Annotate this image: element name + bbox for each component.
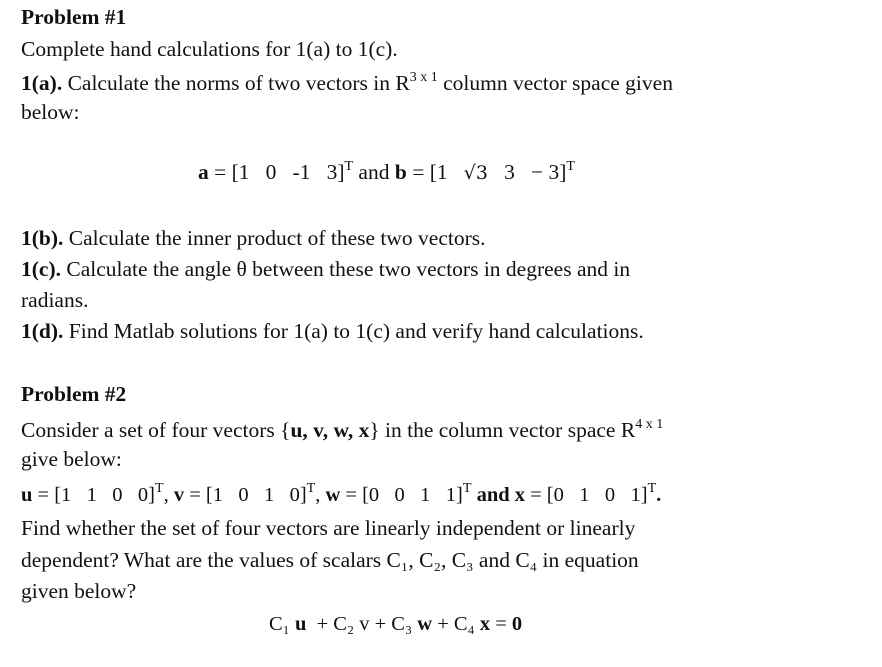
vector-equation-ab (198, 159, 575, 184)
problem-2-intro-start: Consider a set of four vectors { (21, 418, 291, 442)
vector-x-values: = [0 1 0 1] (525, 484, 648, 506)
problem-2-heading: Problem #2 (21, 382, 127, 406)
problem-2-question-line-2: dependent? What are the values of scalars C₁, C₂, C₃ and C₄ in equation (21, 548, 639, 572)
vector-a-name: a (198, 160, 209, 184)
problem-1b-text: Calculate the inner product of these two vectors. (68, 226, 486, 250)
problem-1c-line (21, 259, 630, 281)
transpose-mark: T (344, 159, 354, 174)
coefficient-c1: C₁ (269, 613, 295, 635)
vector-b-name: b (394, 160, 407, 184)
transpose-mark: T (155, 481, 164, 496)
real-space-symbol: R (620, 418, 636, 442)
real-space-symbol: R (395, 71, 410, 95)
period: . (656, 484, 662, 506)
transpose-mark: T (647, 481, 657, 496)
separator: , (163, 484, 174, 506)
problem-1d-label: 1(d). (21, 319, 64, 343)
linear-combination-equation (269, 614, 522, 635)
problem-1b-label: 1(b). (21, 226, 64, 250)
problem-2-intro-continuation: give below: (21, 447, 122, 471)
transpose-mark: T (566, 159, 575, 174)
space-dimension: 3 x 1 (409, 70, 438, 85)
equation-w: w (417, 613, 433, 635)
problem-1a-text: Calculate the norms of two vectors in (67, 71, 390, 95)
vector-u-name: u (21, 484, 33, 506)
and-word: and (471, 484, 515, 506)
problem-1c-label: 1(c). (21, 257, 61, 281)
vector-b-values-start: = [1 (406, 160, 464, 184)
vector-w-name: w (325, 484, 341, 506)
vector-b-values-end: 3 − 3] (487, 160, 567, 184)
vector-definitions (21, 481, 662, 506)
and-word: and (353, 160, 395, 184)
vector-v-name: v (173, 484, 185, 506)
problem-2-intro (21, 417, 664, 442)
problem-1d-line (21, 321, 644, 343)
vector-u-values: = [1 1 0 0] (32, 484, 155, 506)
problem-2-intro-end: } in the column vector space (369, 418, 616, 442)
equation-u: u (294, 613, 307, 635)
problem-1-heading: Problem #1 (21, 5, 127, 29)
separator: , (315, 484, 326, 506)
vector-set: u, v, w, x (290, 418, 370, 442)
problem-1a-continuation: below: (21, 100, 80, 124)
vector-v-values: = [1 0 1 0] (184, 484, 307, 506)
problem-2-question-line-1: Find whether the set of four vectors are linearly independent or linearly (21, 516, 636, 540)
problem-1c-text: Calculate the angle θ between these two vectors in degrees and in (66, 257, 631, 281)
equation-middle: + C₂ v + C₃ (306, 613, 418, 635)
vector-x-name: x (514, 484, 525, 506)
equation-x: x (479, 613, 491, 635)
equals-sign: = (490, 613, 512, 635)
transpose-mark: T (462, 481, 472, 496)
problem-1a-label: 1(a). (21, 71, 63, 95)
problem-1-intro: Complete hand calculations for 1(a) to 1(c). (21, 37, 398, 61)
transpose-mark: T (306, 481, 316, 496)
problem-1c-continuation: radians. (21, 288, 89, 312)
sqrt-three: √3 (463, 162, 488, 184)
zero-vector: 0 (511, 613, 523, 635)
problem-1d-text: Find Matlab solutions for 1(a) to 1(c) and verify hand calculations. (68, 319, 644, 343)
problem-1a-tail: column vector space given (443, 71, 673, 95)
space-dimension: 4 x 1 (635, 417, 664, 432)
coefficient-c4: + C₄ (432, 613, 480, 635)
problem-1b-line (21, 228, 486, 250)
vector-w-values: = [0 0 1 1] (340, 484, 463, 506)
problem-1a-line (21, 70, 673, 95)
problem-2-question-line-3: given below? (21, 579, 137, 603)
vector-a-values: = [1 0 -1 3] (208, 160, 345, 184)
